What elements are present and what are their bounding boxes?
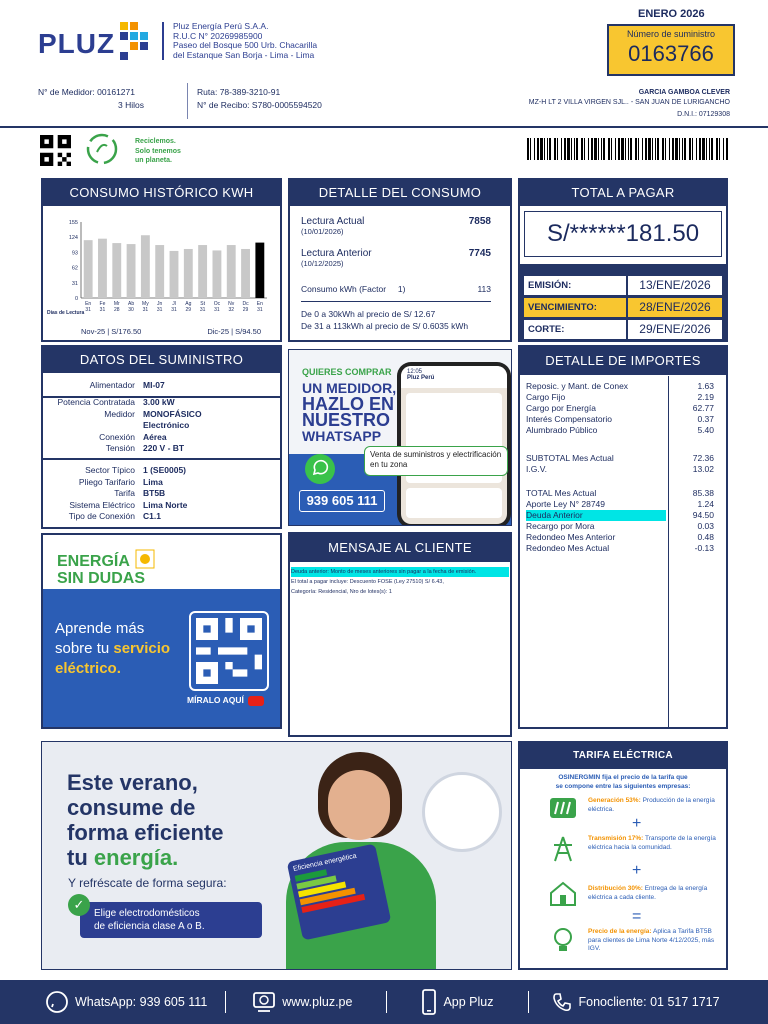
energia-text-2: sobre tu [55,640,110,657]
company-address-2: del Estanque San Borja - Lima - Lima [173,49,315,60]
summer-line-4b: energía. [93,845,179,870]
history-bar [112,243,121,298]
history-panel [41,178,282,342]
footer-app-label: App Pluz [443,995,494,1009]
x-tick-label: En [85,301,92,307]
meter-info [38,86,144,112]
corte-row [524,320,722,339]
consumption-value: 113 [477,284,491,294]
supply-row-value: BT5B [143,488,166,498]
meter-number: 00161271 [97,87,135,97]
charge-row [526,464,720,475]
route-number: 78-389-3210-91 [219,87,281,97]
summer-pill-2: de eficiencia clase A o B. [94,921,205,932]
supply-row [43,488,280,500]
company-name: Pluz Energía Perú S.A.A. [173,21,269,31]
days-label: 29 [185,307,192,313]
days-label: 31 [214,307,220,313]
energia-title [57,553,145,587]
price-text [588,928,718,954]
supply-row-key: Tarifa [114,488,135,498]
history-title: CONSUMO HISTÓRICO KWH [43,180,280,206]
company-address-1: Paseo del Bosque 500 Urb. Chacarilla [173,40,318,50]
previous-reading-date: (10/12/2025) [301,259,344,268]
message-line-3: Categoría: Residencial, Nro de lotes(s): 1 [291,589,392,595]
chat-time: 12:05 [407,369,423,375]
promo-line-5: WHATSAPP [302,428,382,444]
emision-row [524,276,722,295]
days-label: 31 [85,307,91,313]
supply-row-key: Medidor [104,408,135,419]
supply-row [43,443,280,455]
days-label: 29 [242,307,249,313]
y-tick-label: 0 [74,296,78,302]
consumption-detail-title: DETALLE DEL CONSUMO [290,180,510,206]
company-info [173,22,317,60]
charge-label: Redondeo Mes Actual [526,543,610,553]
customer-message-panel [288,532,512,737]
charges-totals [526,488,720,554]
supply-row [43,500,280,512]
supply-data-group-1 [43,377,280,398]
supply-row [43,432,280,444]
days-label: 31 [142,307,149,313]
vencimiento-row [524,298,722,317]
chat-bubble [364,446,508,476]
charge-value: 85.38 [692,488,714,498]
customer-name: GARCIA GAMBOA CLEVER [638,89,730,96]
supply-row-key: Sistema Eléctrico [69,499,135,510]
charge-row [526,543,720,554]
distribution-text [588,885,718,902]
promo-phone-box [299,490,385,512]
emision-label: EMISIÓN: [524,276,626,295]
history-bar [170,251,179,298]
history-footer-right: Dic-25 | S/94.50 [207,327,261,336]
supply-row-key: Sector Típico [85,465,135,475]
whatsapp-icon [303,452,337,486]
x-tick-label: Mr [113,301,120,307]
summer-pill-1: Elige electrodomésticos [94,908,200,919]
chat-bubble-text: Venta de suministros y electrificación en tu zona [370,450,502,469]
energia-line-1: ENERGÍA [57,553,130,570]
days-label: 31 [199,307,206,313]
summer-line-2: consume de [67,795,196,820]
customer-address: MZ-H LT 2 VILLA VIRGEN SJL.. - SAN JUAN DE LURIGANCHO [528,99,730,106]
footer-whatsapp[interactable] [45,990,207,1014]
supply-row-value: 3.00 kW [143,397,175,407]
supply-row-value: Lima [143,476,163,487]
x-tick-label: Ag [185,301,192,307]
energia-qr-icon[interactable] [196,618,262,684]
whatsapp-footer-icon [45,990,69,1014]
message-line-2: El total a pagar incluye: Descuento FOSE (Ley 27510) S/ 6.43, [291,579,444,585]
history-bar [212,250,221,298]
footer-separator-1 [225,991,226,1013]
y-tick-label: 124 [68,235,78,242]
lightbulb-icon [552,926,574,954]
promo-line-2: UN MEDIDOR, [302,380,397,396]
chat-header [401,366,507,388]
current-reading-label: Lectura Actual [301,216,365,227]
phone-icon [551,991,573,1013]
supply-data-title: DATOS DEL SUMINISTRO [43,347,280,373]
price-bold: Precio de la energía: [588,928,652,935]
x-tick-label: Dc [242,301,249,307]
summer-pill [80,902,262,938]
recycle-text [135,137,181,166]
promo-line-3: HAZLO EN [302,394,394,414]
y-tick-label: 31 [71,280,78,287]
charge-row [526,488,720,499]
consumption-factor: 1) [397,284,406,294]
supply-row-value: Electrónico [143,420,190,430]
supply-data-group-3 [43,465,280,523]
recycle-line-3: un planeta. [135,157,172,164]
charge-value: -0.13 [694,543,714,553]
receipt-label: N° de Recibo: [197,100,250,110]
consumption-label: Consumo kWh (Factor [301,284,387,294]
supply-number-box [607,24,735,76]
y-tick-label: 62 [71,265,78,272]
vencimiento-date: 28/ENE/2026 [628,298,722,317]
tier-1: De 0 a 30kWh al precio de S/ 12.67 [301,309,436,319]
charge-row [526,392,720,403]
days-axis-label: Días de Lectura [47,310,85,316]
brand-name: PLUZ [38,28,116,59]
supply-number-label: Número de suministro [626,29,716,39]
charge-value: 0.37 [697,414,714,424]
chat-title: Pluz Perú [407,375,435,381]
supply-row [43,420,280,432]
footer-separator-3 [528,991,529,1013]
vencimiento-label: VENCIMIENTO: [524,298,626,317]
charge-label: Alumbrado Público [526,425,598,435]
days-label: 28 [113,307,120,313]
history-bar [141,235,150,298]
charge-value: 72.36 [692,453,714,463]
charges-items [526,381,720,436]
recycle-icon [85,132,119,166]
charge-label: Cargo Fijo [526,392,566,402]
receipt-number: S780-0005594520 [251,100,322,110]
charge-label: SUBTOTAL Mes Actual [526,453,614,463]
charge-label: Deuda Anterior [526,510,583,520]
supply-row-value: MONOFÁSICO [143,408,202,419]
history-bar [241,249,250,298]
supply-row-key: Tipo de Conexión [68,511,135,521]
charge-label: TOTAL Mes Actual [526,488,597,498]
previous-reading-label: Lectura Anterior [301,248,372,259]
total-title: TOTAL A PAGAR [520,180,726,206]
supply-row-key [43,420,141,432]
days-label: 31 [257,307,263,313]
charge-row [526,499,720,510]
charge-value: 13.02 [692,464,714,474]
summer-headline [67,770,224,870]
customer-message-title: MENSAJE AL CLIENTE [290,534,510,562]
y-tick-label: 93 [71,250,78,257]
energia-cta-label: MÍRALO AQUÍ [187,695,244,705]
current-reading-date: (10/01/2026) [301,227,344,236]
energia-text-4: eléctrico. [55,660,121,677]
price-desc: Aplica a Tarifa BT5B para clientes de Lima Norte 4/12/2025, más IGV. [588,928,715,952]
transmission-icon [550,835,576,863]
supply-row-value: MI-07 [143,380,165,390]
supply-data-group-2 [43,397,280,460]
current-reading [301,216,491,236]
history-bar [127,244,136,298]
previous-reading [301,248,491,268]
charge-label: Recargo por Mora [526,521,595,531]
history-chart [45,214,279,324]
y-tick-label: 155 [68,220,78,226]
supply-row-value: Lima Norte [143,499,188,510]
history-footer-left: Nov-25 | S/176.50 [81,327,142,336]
supply-row-key: Conexión [99,431,135,442]
supply-row [43,477,280,489]
history-bar [198,245,207,298]
summer-sub: Y refréscate de forma segura: [68,876,227,890]
tariff-intro-2: se compone entre las siguientes empresas: [555,783,691,790]
previous-reading-value: 7745 [468,248,491,259]
charge-value: 5.40 [697,425,714,435]
promo-headline [302,364,396,444]
distribution-desc: Entrega de la energía eléctrica a cada cliente. [588,885,708,901]
footer-web[interactable] [252,991,352,1013]
charge-value: 1.24 [697,499,714,509]
meter-threads: 3 Hilos [118,100,144,110]
charge-row [526,403,720,414]
total-amount: S/******181.50 [546,220,700,247]
charge-value: 1.63 [697,381,714,391]
history-bar [184,249,193,298]
recycle-line-1: Reciclemos. [135,138,176,145]
whatsapp-promo [288,349,512,526]
tariff-title: TARIFA ELÉCTRICA [520,743,726,769]
x-tick-label: Jn [157,301,163,307]
total-panel [518,178,728,342]
footer-phone[interactable] [551,991,720,1013]
energia-text-1: Aprende más [55,620,145,637]
supply-row-key: Tensión [105,443,135,453]
x-tick-label: My [142,301,149,307]
supply-row-value: Aérea [143,431,167,442]
charge-row [526,453,720,464]
charge-label: Cargo por Energía [526,403,596,413]
tariff-panel [518,741,728,970]
tier-2: De 31 a 113kWh al precio de S/ 0.6035 kWh [301,321,469,331]
emision-date: 13/ENE/2026 [628,276,722,295]
x-tick-label: Fe [99,301,106,307]
energia-text [55,619,170,679]
promo-phone: 939 605 111 [306,493,378,508]
days-label: 31 [171,307,177,313]
tariff-intro [520,773,726,791]
supply-row-value: 1 (SE0005) [143,465,186,475]
history-bar [84,240,93,298]
route-info [197,86,322,112]
youtube-icon [248,696,264,706]
web-icon [252,991,276,1013]
billing-period: ENERO 2026 [638,8,705,20]
charge-label: Interés Compensatorio [526,414,612,424]
history-bar [255,243,264,298]
total-amount-box [524,211,722,257]
summer-line-4a: tu [67,845,88,870]
charge-row [526,510,720,521]
corte-label: CORTE: [524,320,626,339]
days-label: 31 [99,307,106,313]
distribution-icon [548,881,578,907]
charge-row [526,381,720,392]
x-tick-label: St [200,301,205,307]
footer-whatsapp-label: WhatsApp: 939 605 111 [75,995,208,1009]
company-ruc: R.U.C N° 20269985900 [173,30,263,41]
tariff-intro-1: OSINERGMIN fija el precio de la tarifa que [558,774,688,781]
generation-desc: Producción de la energía eléctrica. [588,797,715,813]
mobile-phone-icon [421,989,437,1015]
consumption-divider [301,301,491,302]
generation-text [588,797,718,814]
days-label: 32 [228,307,235,313]
check-icon: ✓ [68,894,90,916]
pluz-logo-icon [118,20,158,64]
x-tick-label: Jl [172,301,176,307]
history-footer [81,327,261,336]
plus-1: + [632,815,642,832]
days-label: 31 [156,307,163,313]
supply-row-key: Alimentador [89,380,135,390]
supply-row-key: Pliego Tarifario [78,476,135,487]
x-tick-label: Nv [228,301,235,307]
summer-line-3: forma eficiente [67,820,224,845]
equals: = [632,908,642,925]
x-tick-label: Ab [128,301,135,307]
charge-value: 2.19 [697,392,714,402]
phone-mockup [397,362,511,526]
supply-row [43,409,280,421]
charge-value: 62.77 [692,403,714,413]
meter-label: N° de Medidor: [38,87,95,97]
brand-logo [38,20,158,70]
history-bar [98,239,107,298]
consumption-detail-panel [288,178,512,342]
supply-row [43,465,280,477]
charge-row [526,521,720,532]
charge-label: Redondeo Mes Anterior [526,532,616,542]
footer-bar [0,980,768,1024]
transmission-text [588,835,718,852]
generation-bold: Generación 53%: [588,797,641,804]
charge-row [526,425,720,436]
corte-date: 29/ENE/2026 [628,320,722,339]
charges-subtotals [526,453,720,475]
supply-row-value: C1.1 [143,511,161,521]
footer-app[interactable] [421,989,493,1015]
energia-line-2: SIN DUDAS [57,570,146,587]
generation-icon [548,796,578,820]
charge-label: Reposic. y Mant. de Conex [526,381,629,391]
customer-dni: D.N.I.: 07129308 [677,111,730,118]
charge-value: 0.48 [697,532,714,542]
energia-text-3: servicio [113,640,171,657]
transmission-desc: Transporte de la energía eléctrica hacia la comunidad. [588,835,716,851]
charge-label: Aporte Ley N° 28749 [526,499,606,509]
history-bar [155,245,164,298]
summer-line-1: Este verano, [67,770,198,795]
charge-label: I.G.V. [526,464,547,474]
message-line-1: Deuda anterior: Monto de meses anteriores sin pagar a la fecha de emisión. [291,567,509,577]
history-bar [227,245,236,298]
customer-message-body [291,567,509,597]
supply-row [43,511,280,523]
header-divider [162,22,164,60]
x-tick-label: En [256,301,263,307]
supply-row [43,397,280,409]
distribution-bold: Distribución 30%: [588,885,643,892]
supply-row [43,380,280,392]
summer-promo [41,741,512,970]
days-label: 30 [128,307,134,313]
barcode-icon [527,138,729,160]
promo-line-4: NUESTRO [302,410,391,430]
promo-line-1: QUIERES COMPRAR [302,367,392,377]
supply-row-key: Potencia Contratada [57,397,135,407]
x-tick-label: Oc [213,301,221,307]
supply-row-value: 220 V - BT [143,443,185,453]
route-divider [187,83,188,119]
qr-code-icon [40,135,71,166]
recycle-line-2: Solo tenemos [135,147,181,155]
sun-icon [135,549,155,569]
customer-info [529,88,730,120]
efficiency-badge: Eficiencia energética [292,852,358,873]
charges-panel [518,345,728,729]
charge-value: 0.03 [697,521,714,531]
charges-title: DETALLE DE IMPORTES [520,347,726,375]
top-divider-line [0,126,768,128]
footer-phone-label: Fonocliente: 01 517 1717 [578,995,720,1009]
plus-2: + [632,862,642,879]
charge-row [526,532,720,543]
supply-data-panel [41,345,282,529]
charge-value: 94.50 [692,510,714,520]
footer-separator-2 [386,991,387,1013]
energia-cta[interactable] [187,695,264,706]
energia-promo [41,533,282,729]
supply-number: 0163766 [628,41,714,66]
current-reading-value: 7858 [468,216,491,227]
consumption-kwh [301,284,491,294]
route-label: Ruta: [197,87,218,97]
energia-qr-frame [189,611,269,691]
charge-row [526,414,720,425]
transmission-bold: Transmisión 17%: [588,835,644,842]
tier-prices [301,308,468,332]
footer-web-label: www.pluz.pe [282,995,353,1009]
